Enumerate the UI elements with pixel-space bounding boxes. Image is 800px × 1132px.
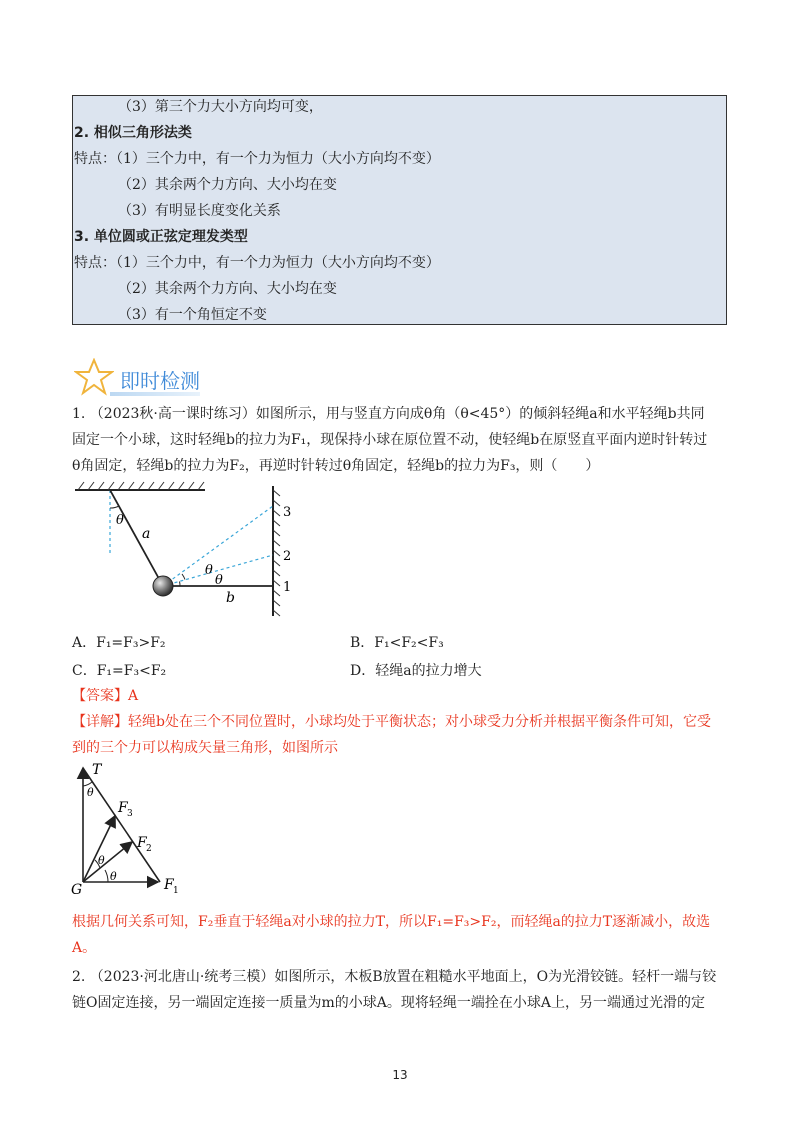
fig2-F1-sub: 1 [173,886,179,895]
fig1-theta-label: θ [215,573,223,588]
summary-line: （3）第三个力大小方向均可变， [118,99,323,115]
fig2-F3-label: F [118,800,128,816]
conclusion-line: A。 [72,940,97,956]
summary-heading: 3. 单位圆或正弦定理发类型 [74,229,248,245]
answer: 【答案】A [72,688,139,704]
question-1-line: 固定一个小球，这时轻绳b的拉力为F₁，现保持小球在原位置不动，使轻绳b在原竖直平面内逆时针转过 [72,432,708,448]
question-1-line: 1. （2023秋·高一课时练习）如图所示，用与竖直方向成θ角（θ<45°）的倾斜轻绳a和水平轻绳b共同 [72,406,705,422]
summary-line: （2）其余两个力方向、大小均在变 [118,281,337,297]
fig2-F3-sub: 3 [127,809,133,819]
figure-2 [70,760,190,895]
option-b: B．F₁<F₂<F₃ [350,635,444,651]
fig2-G-label: G [71,882,83,895]
section-title: 即时检测 [120,369,200,393]
fig1-num-3: 3 [283,505,292,520]
fig2-T-label: T [92,762,102,778]
page-number: 13 [392,1068,408,1082]
summary-line: 特点：（1）三个力中，有一个力为恒力（大小方向均不变） [74,255,440,271]
summary-line: （2）其余两个力方向、大小均在变 [118,177,337,193]
fig1-theta-label: θ [116,513,124,528]
summary-line: （3）有明显长度变化关系 [118,203,281,219]
summary-line: （3）有一个角恒定不变 [118,307,267,323]
star-icon [74,358,114,396]
fig2-F1-label: F [164,877,174,893]
conclusion-line: 根据几何关系可知，F₂垂直于轻绳a对小球的拉力T，所以F₁=F₃>F₂，而轻绳a的拉力T逐渐减小，故选 [72,914,711,930]
fig1-theta-label: θ [205,563,213,578]
summary-line: 特点：（1）三个力中，有一个力为恒力（大小方向均不变） [74,151,440,167]
fig2-theta-label: θ [110,870,117,883]
explanation-line: 【详解】轻绳b处在三个不同位置时，小球均处于平衡状态；对小球受力分析并根据平衡条件可知，它受 [72,714,711,730]
figure-1 [70,478,310,623]
fig2-theta-label: θ [87,786,94,799]
summary-heading: 2. 相似三角形法类 [74,125,192,141]
fig2-F2-sub: 2 [146,844,152,854]
fig2-theta-label: θ [98,854,105,867]
option-d: D．轻绳a的拉力增大 [350,663,482,679]
question-2-line: 2. （2023·河北唐山·统考三模）如图所示，木板B放置在粗糙水平地面上，O为光滑铰链。轻杆一端与铰 [72,969,717,985]
fig1-num-2: 2 [283,549,292,564]
fig1-a-label: a [142,526,151,542]
option-c: C．F₁=F₃<F₂ [72,663,167,679]
fig1-num-1: 1 [283,580,292,595]
fig2-F2-label: F [137,835,147,851]
option-a: A．F₁=F₃>F₂ [72,635,166,651]
fig1-b-label: b [226,590,235,606]
explanation-line: 到的三个力可以构成矢量三角形，如图所示 [72,740,338,756]
question-1-line: θ角固定，轻绳b的拉力为F₂，再逆时针转过θ角固定，轻绳b的拉力为F₃，则（ ） [72,458,600,474]
question-2-line: 链O固定连接，另一端固定连接一质量为m的小球A。现将轻绳一端拴在小球A上，另一端通过光滑的定 [72,995,705,1011]
